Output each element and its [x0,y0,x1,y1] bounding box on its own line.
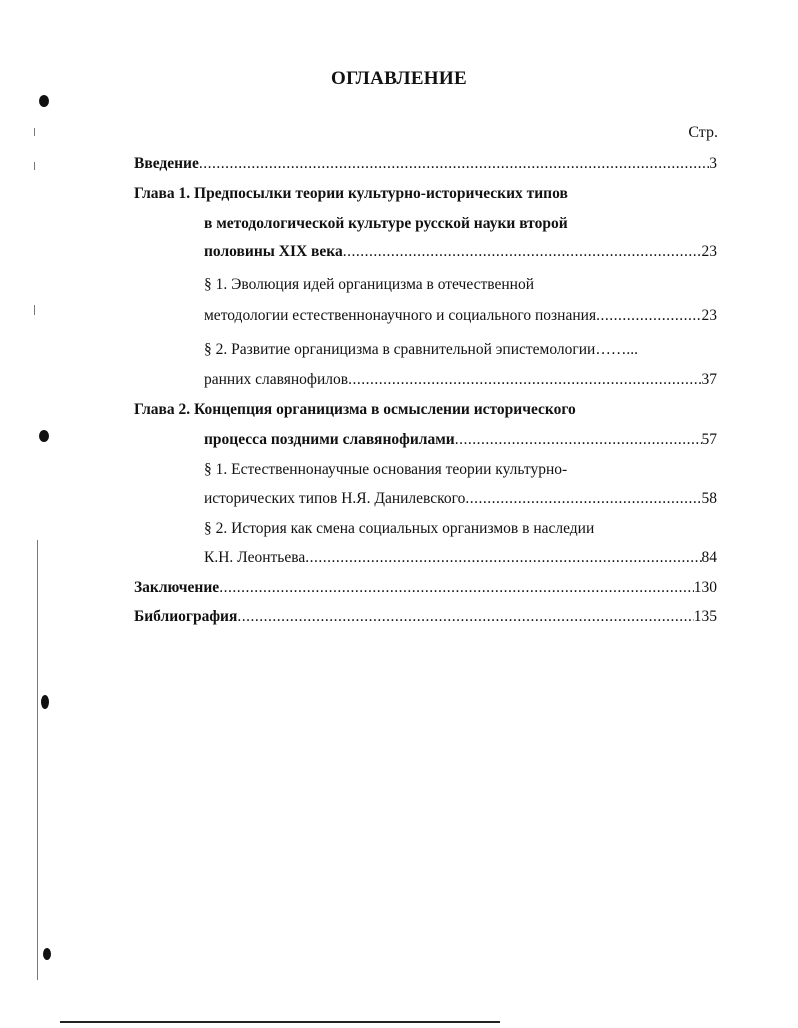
toc-page-number: 84 [701,549,717,566]
toc-section-2-1-line-1[interactable]: § 1. Естественнонаучные основания теории культурно- [204,461,568,478]
toc-leader [596,306,701,326]
toc-entry-text: Введение [134,155,199,172]
toc-leader [237,607,693,627]
binder-hole-mark [39,95,49,107]
toc-entry-text: половины XIX века [204,243,343,260]
toc-leader [199,154,709,174]
toc-page-number: 3 [709,155,717,172]
toc-section-1-1-line-2[interactable] [204,306,717,326]
toc-leader [305,548,701,568]
binder-hole-mark [41,695,49,709]
scan-edge-line [34,128,35,136]
toc-page-number: 58 [701,490,717,507]
toc-section-2-2-line-2[interactable] [204,548,717,568]
scan-edge-line [37,540,38,980]
toc-entry-text: Библиография [134,608,238,625]
toc-page-number: 135 [693,608,717,625]
scan-edge-line [34,162,35,170]
toc-page-number: 130 [693,579,717,596]
toc-chapter-2-line-1[interactable]: Глава 2. Концепция органицизма в осмыслении исторического [134,401,576,418]
toc-entry-text: § 2. Развитие органицизма в сравнительной эпистемологии [204,341,596,358]
toc-section-1-2-line-1[interactable] [204,340,638,360]
toc-chapter-1-line-1[interactable]: Глава 1. Предпосылки теории культурно-исторических типов [134,185,568,202]
toc-section-1-1-line-1[interactable]: § 1. Эволюция идей органицизма в отечественной [204,276,534,293]
binder-hole-mark [43,948,51,960]
toc-page-number: 23 [701,307,717,324]
toc-chapter-2-line-2[interactable] [204,430,717,450]
page-column-label: Стр. [688,124,718,141]
toc-entry-text: Заключение [134,579,220,596]
toc-entry-text: процесса поздними славянофилами [204,431,455,448]
toc-page-number: 37 [701,371,717,388]
toc-page-number: 57 [701,431,717,448]
scan-edge-line [34,305,35,315]
toc-entry-conclusion[interactable] [134,578,717,598]
toc-leader [219,578,694,598]
toc-chapter-1-line-2[interactable]: в методологической культуре русской науки второй [204,215,568,232]
toc-leader [465,489,701,509]
toc-entry-text: ранних славянофилов [204,371,349,388]
toc-leader [455,430,702,450]
toc-entry-introduction[interactable] [134,154,717,174]
toc-section-1-2-line-2[interactable] [204,370,717,390]
page-title: ОГЛАВЛЕНИЕ [331,68,467,89]
toc-entry-text: К.Н. Леонтьева [204,549,306,566]
toc-chapter-1-line-3[interactable] [204,242,717,262]
toc-section-2-1-line-2[interactable] [204,489,717,509]
toc-entry-bibliography[interactable] [134,607,717,627]
scan-bottom-edge [60,1021,500,1023]
toc-leader [348,370,701,390]
toc-trailing-dots: ……... [595,341,638,358]
binder-hole-mark [39,430,49,442]
toc-leader [343,242,702,262]
toc-section-2-2-line-1[interactable]: § 2. История как смена социальных организмов в наследии [204,520,595,537]
toc-entry-text: исторических типов Н.Я. Данилевского [204,490,466,507]
toc-entry-text: методологии естественнонаучного и социального познания [204,307,597,324]
toc-page-number: 23 [701,243,717,260]
